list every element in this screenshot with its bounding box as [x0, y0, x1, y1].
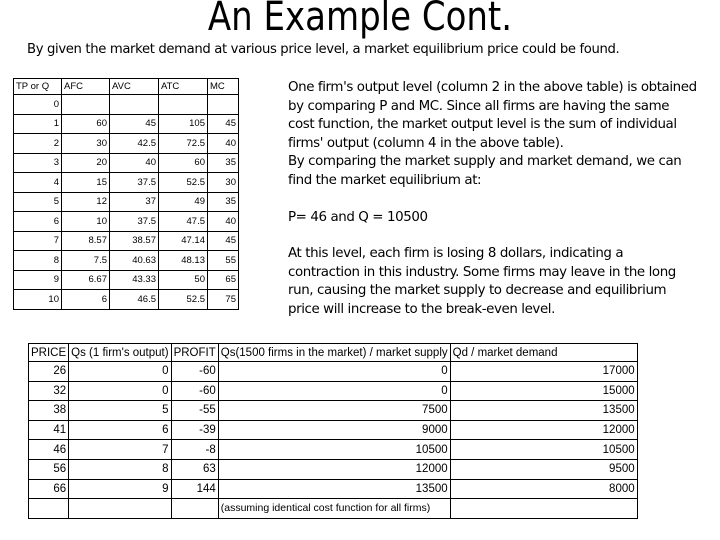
- table-cell: 8: [69, 459, 171, 479]
- table-cell: 2: [14, 134, 62, 154]
- table-cell: AFC: [62, 79, 110, 95]
- table-cell: 7: [69, 440, 171, 460]
- table-cell: 37.5: [110, 212, 159, 232]
- table-cell: 144: [171, 479, 218, 499]
- explanation-text: [288, 79, 698, 320]
- table-cell: Qs (1 firm's output): [69, 344, 171, 362]
- table-cell: 0: [218, 381, 450, 401]
- table-cell: -60: [171, 381, 218, 401]
- table-cell: 15000: [450, 381, 637, 401]
- table-cell: ATC: [159, 79, 208, 95]
- table-cell: 17000: [450, 362, 637, 382]
- table-cell: 38: [29, 401, 69, 421]
- table-cell: 105: [159, 114, 208, 134]
- table-cell: 1: [14, 114, 62, 134]
- table-cell: 43.33: [110, 270, 159, 290]
- table-row: [29, 362, 638, 382]
- table-cell: 40: [208, 212, 239, 232]
- table-cell: [29, 499, 69, 519]
- table-cell: 0: [218, 362, 450, 382]
- table-cell: 6: [14, 212, 62, 232]
- cost-table: [13, 78, 239, 310]
- table-cell: 10500: [218, 440, 450, 460]
- table-cell: 6: [69, 420, 171, 440]
- table-cell: 13500: [218, 479, 450, 499]
- table-cell: 40.63: [110, 251, 159, 271]
- slide-subtitle: By given the market demand at various price level, a market equilibrium price could be found.: [27, 42, 620, 57]
- table-cell: 66: [29, 479, 69, 499]
- table-cell: PROFIT: [171, 344, 218, 362]
- table-cell: PRICE: [29, 344, 69, 362]
- market-table: [28, 343, 638, 519]
- table-cell: [208, 95, 239, 115]
- table-cell: 5: [69, 401, 171, 421]
- table-row: [14, 270, 239, 290]
- table-cell: 56: [29, 459, 69, 479]
- table-cell: 8000: [450, 479, 637, 499]
- table-cell: 40: [110, 153, 159, 173]
- table-cell: 7: [14, 231, 62, 251]
- table-cell: 8.57: [62, 231, 110, 251]
- table-row: [14, 212, 239, 232]
- table-cell: 0: [69, 381, 171, 401]
- table-cell: 50: [159, 270, 208, 290]
- table-row: [29, 401, 638, 421]
- equilibrium-result: P= 46 and Q = 10500: [288, 209, 428, 225]
- table-cell: 0: [14, 95, 62, 115]
- table-cell: 6: [62, 290, 110, 310]
- table-row: [14, 95, 239, 115]
- table-cell: 26: [29, 362, 69, 382]
- table-cell: -39: [171, 420, 218, 440]
- table-cell: 72.5: [159, 134, 208, 154]
- table-cell: 63: [171, 459, 218, 479]
- table-row: [29, 381, 638, 401]
- table-cell: 60: [159, 153, 208, 173]
- table-cell: [450, 499, 637, 519]
- table-cell: 12000: [450, 420, 637, 440]
- table-cell: 12: [62, 192, 110, 212]
- table-cell: -55: [171, 401, 218, 421]
- table-cell: 38.57: [110, 231, 159, 251]
- table-cell: AVC: [110, 79, 159, 95]
- table-cell: 45: [208, 231, 239, 251]
- table-cell: 37.5: [110, 173, 159, 193]
- table-cell: [159, 95, 208, 115]
- table-cell: 46: [29, 440, 69, 460]
- explanation-p1: One firm's output level (column 2 in the above table) is obtained by comparing P and MC. Since all firms are having the same cost function, the market output level is the sum of individual firms' output (column 4 in the above table).: [288, 80, 697, 151]
- table-cell: 65: [208, 270, 239, 290]
- table-row: [14, 134, 239, 154]
- table-cell: 7.5: [62, 251, 110, 271]
- table-row: [14, 231, 239, 251]
- table-cell: 10: [62, 212, 110, 232]
- table-cell: 9: [69, 479, 171, 499]
- table-cell: [69, 499, 171, 519]
- table-cell: TP or Q: [14, 79, 62, 95]
- table-row: [29, 420, 638, 440]
- table-cell: 9500: [450, 459, 637, 479]
- table-cell: Qd / market demand: [450, 344, 637, 362]
- explanation-p1b: By comparing the market supply and market demand, we can find the market equilibrium at:: [288, 154, 682, 188]
- table-cell: 12000: [218, 459, 450, 479]
- table-cell: 52.5: [159, 173, 208, 193]
- table-cell: 4: [14, 173, 62, 193]
- table-header-row: [14, 79, 239, 95]
- table-cell: 5: [14, 192, 62, 212]
- table-cell: 37: [110, 192, 159, 212]
- table-cell: 40: [208, 134, 239, 154]
- table-cell: 35: [208, 192, 239, 212]
- table-cell: 9000: [218, 420, 450, 440]
- table-cell: 8: [14, 251, 62, 271]
- table-cell: -60: [171, 362, 218, 382]
- table-cell: 30: [62, 134, 110, 154]
- table-cell: -8: [171, 440, 218, 460]
- table-cell: 9: [14, 270, 62, 290]
- slide-title: An Example Cont.: [207, 0, 513, 40]
- table-cell: MC: [208, 79, 239, 95]
- table-cell: 7500: [218, 401, 450, 421]
- table-row: [14, 290, 239, 310]
- table-cell: 10500: [450, 440, 637, 460]
- table-cell: 0: [69, 362, 171, 382]
- table-note: (assuming identical cost function for all firms): [218, 499, 450, 519]
- table-row: [29, 440, 638, 460]
- table-row: [14, 251, 239, 271]
- table-cell: 55: [208, 251, 239, 271]
- table-cell: 60: [62, 114, 110, 134]
- table-cell: 15: [62, 173, 110, 193]
- table-row: [14, 153, 239, 173]
- table-cell: 32: [29, 381, 69, 401]
- table-cell: 41: [29, 420, 69, 440]
- table-cell: 48.13: [159, 251, 208, 271]
- table-cell: 42.5: [110, 134, 159, 154]
- table-cell: 13500: [450, 401, 637, 421]
- table-cell: 45: [110, 114, 159, 134]
- table-cell: [62, 95, 110, 115]
- table-row: [29, 479, 638, 499]
- table-cell: [110, 95, 159, 115]
- table-cell: 49: [159, 192, 208, 212]
- table-row: [29, 459, 638, 479]
- table-cell: 20: [62, 153, 110, 173]
- table-cell: 47.14: [159, 231, 208, 251]
- table-cell: 47.5: [159, 212, 208, 232]
- table-cell: 35: [208, 153, 239, 173]
- table-row: [14, 114, 239, 134]
- explanation-p3: At this level, each firm is losing 8 dollars, indicating a contraction in this industry. Some firms may leave in the long run, causing the market supply to decrease and equilibrium price will increase to the break-even level.: [288, 246, 676, 317]
- table-cell: 75: [208, 290, 239, 310]
- table-note-row: [29, 499, 638, 519]
- table-row: [14, 192, 239, 212]
- table-cell: 52.5: [159, 290, 208, 310]
- table-cell: Qs(1500 firms in the market) / market supply: [218, 344, 450, 362]
- table-row: [14, 173, 239, 193]
- table-cell: 45: [208, 114, 239, 134]
- table-cell: 10: [14, 290, 62, 310]
- table-cell: 6.67: [62, 270, 110, 290]
- table-cell: 3: [14, 153, 62, 173]
- table-cell: 30: [208, 173, 239, 193]
- table-header-row: [29, 344, 638, 362]
- table-cell: 46.5: [110, 290, 159, 310]
- table-cell: [171, 499, 218, 519]
